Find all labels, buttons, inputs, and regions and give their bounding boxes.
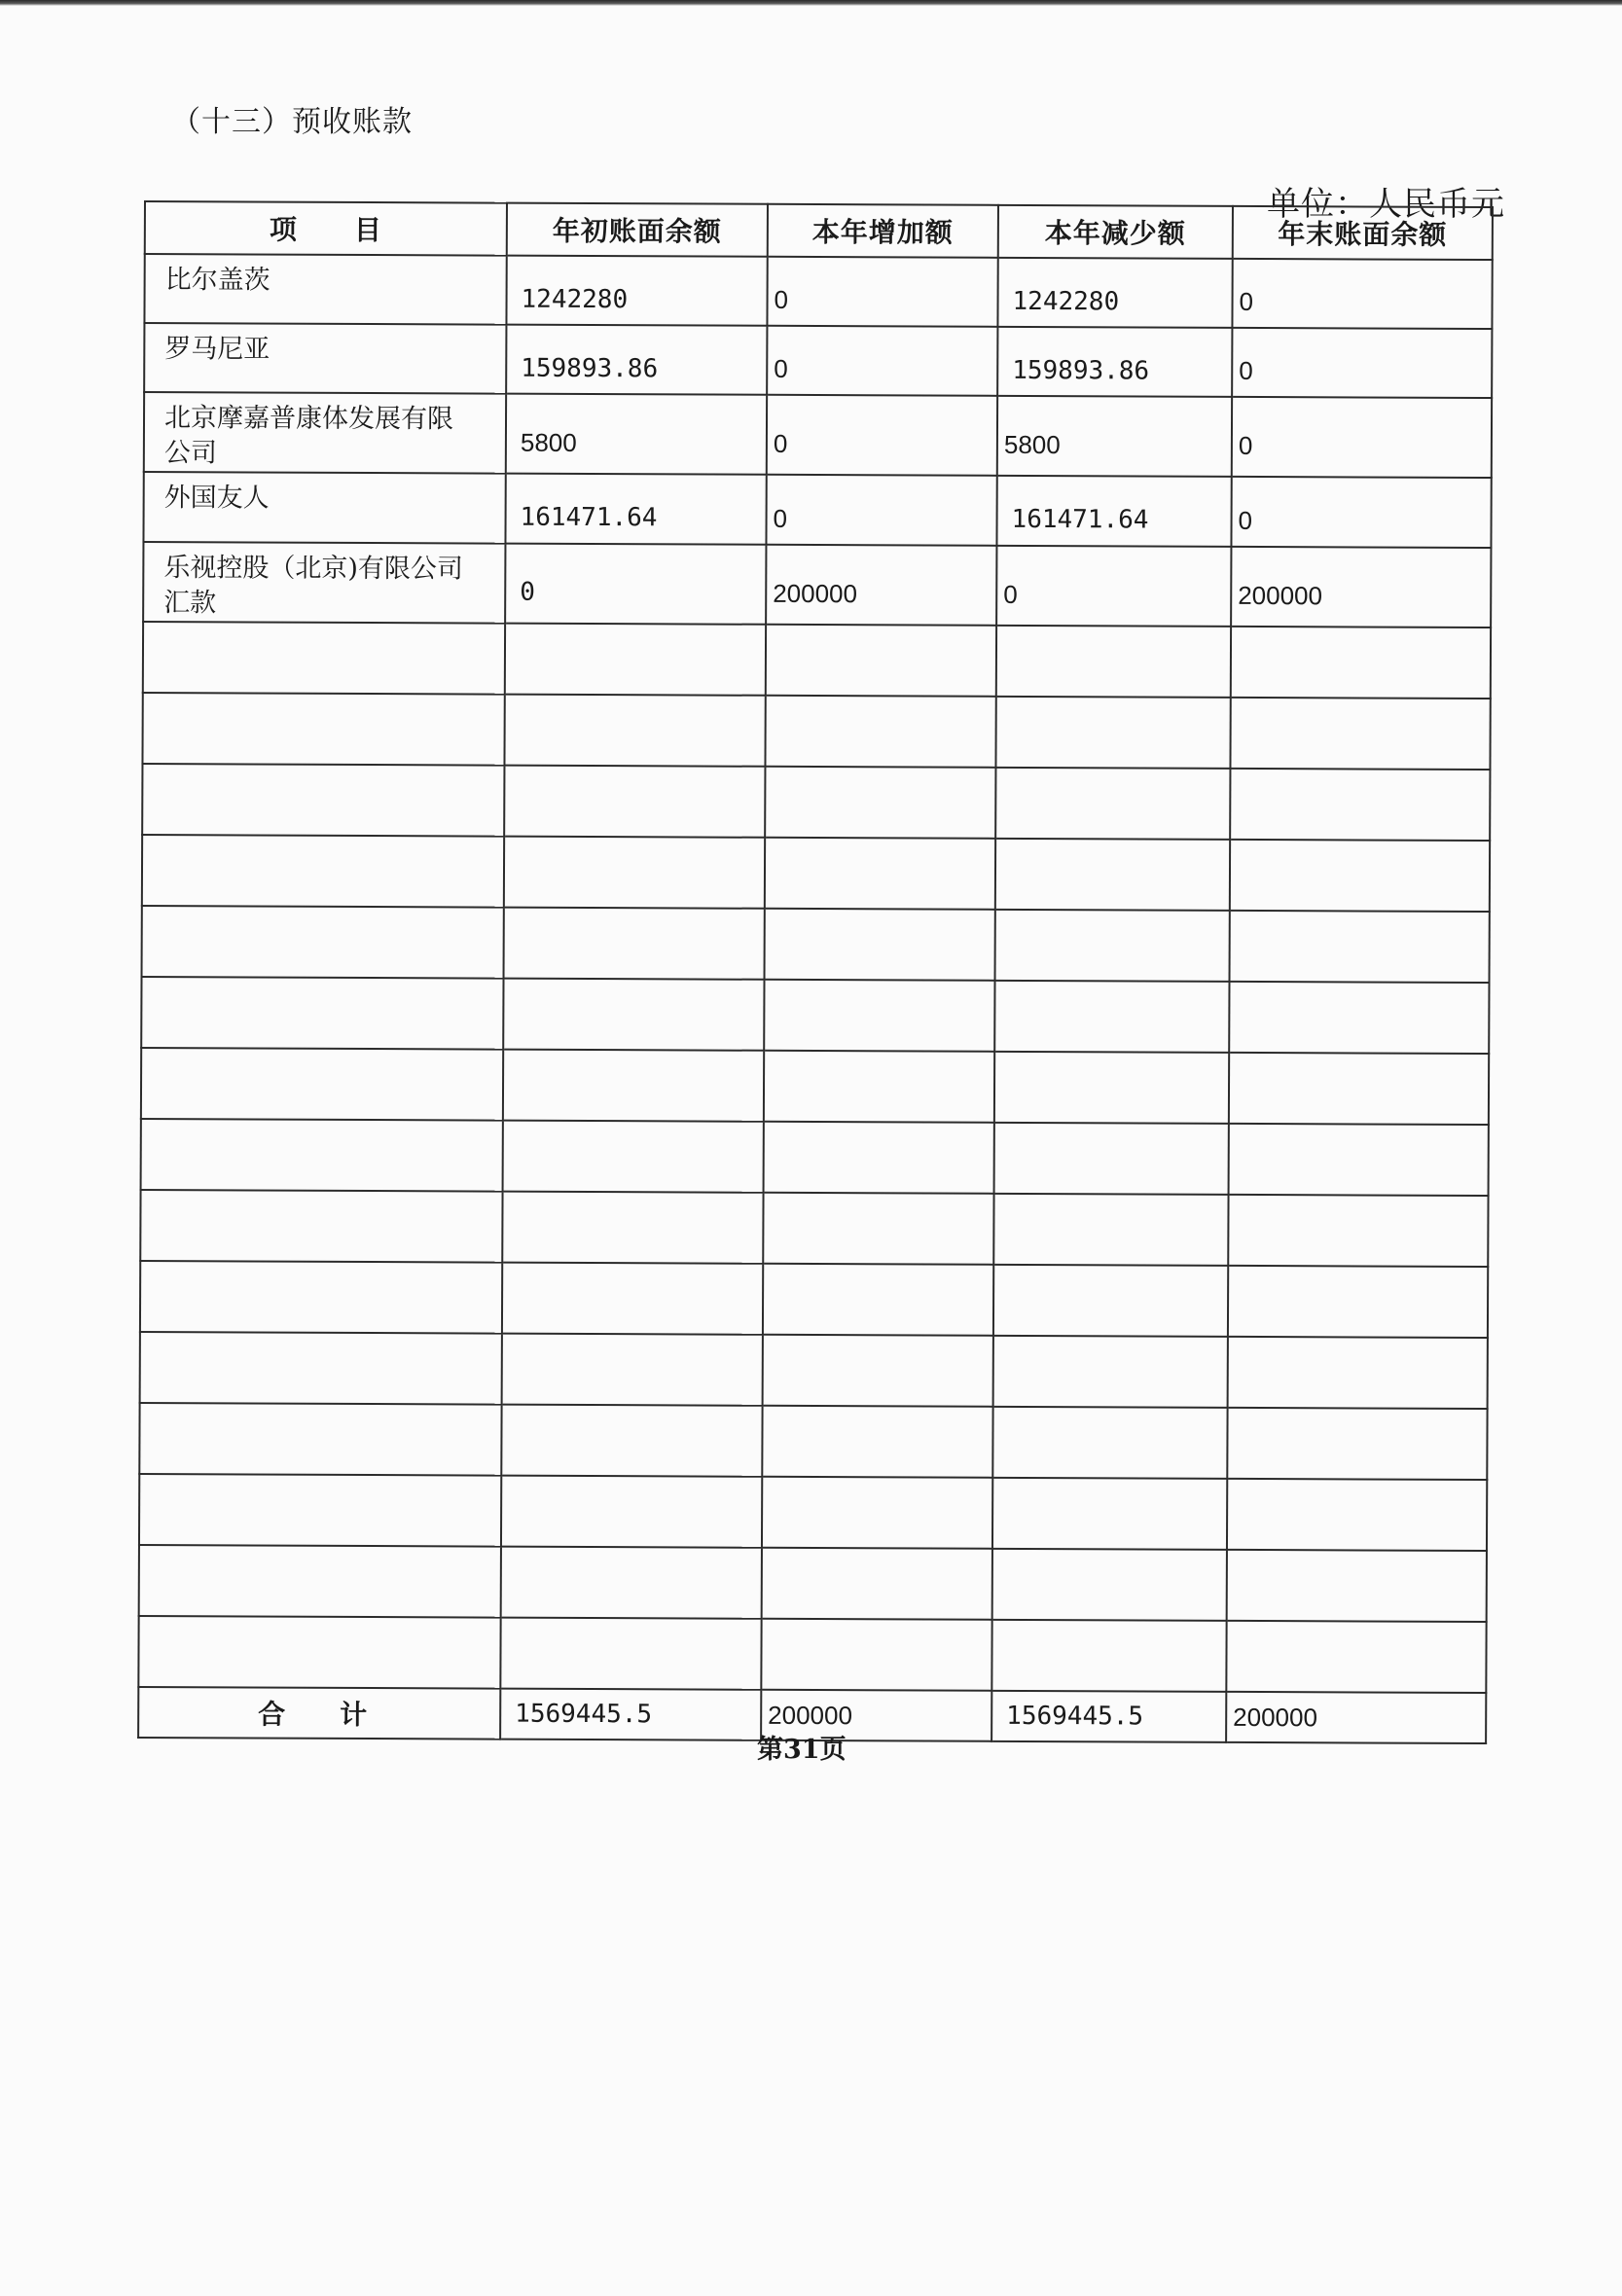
empty-cell xyxy=(1229,1053,1489,1125)
empty-row xyxy=(140,1261,1488,1338)
table-row xyxy=(144,254,1492,329)
advance-receipts-table xyxy=(137,200,1494,1744)
empty-cell xyxy=(503,979,764,1051)
empty-row xyxy=(142,764,1490,841)
empty-cell xyxy=(1228,1337,1488,1409)
empty-cell xyxy=(993,1194,1228,1266)
row-item: 北京摩嘉普康体发展有限公司 xyxy=(144,392,506,474)
empty-cell xyxy=(1230,769,1490,841)
empty-cell xyxy=(1230,698,1490,770)
empty-cell xyxy=(995,697,1230,769)
empty-row xyxy=(141,1048,1489,1125)
empty-cell xyxy=(1229,982,1489,1054)
empty-cell xyxy=(501,1476,762,1548)
empty-cell xyxy=(763,1335,993,1407)
empty-row xyxy=(139,1545,1487,1622)
empty-cell xyxy=(766,625,996,697)
row-closing: 0 xyxy=(1232,397,1492,478)
empty-cell xyxy=(762,1477,992,1549)
row-increase: 0 xyxy=(767,257,997,327)
empty-cell xyxy=(992,1407,1227,1479)
empty-row xyxy=(140,1190,1488,1267)
empty-cell xyxy=(765,696,995,768)
row-increase: 0 xyxy=(767,395,997,476)
empty-cell xyxy=(763,1264,993,1336)
empty-cell xyxy=(1226,1621,1486,1693)
header-row xyxy=(145,201,1493,260)
row-item: 比尔盖茨 xyxy=(144,254,506,325)
total-closing: 200000 xyxy=(1226,1692,1486,1743)
empty-cell xyxy=(994,1052,1229,1124)
empty-row xyxy=(141,1119,1489,1196)
row-opening: 0 xyxy=(505,544,766,625)
empty-cell xyxy=(138,1616,500,1689)
empty-cell xyxy=(143,622,505,695)
row-opening: 161471.64 xyxy=(505,474,766,545)
empty-cell xyxy=(139,1545,501,1618)
empty-cell xyxy=(504,837,765,909)
empty-cell xyxy=(765,767,995,839)
empty-row xyxy=(138,1616,1486,1693)
empty-cell xyxy=(994,1123,1229,1195)
row-decrease: 161471.64 xyxy=(996,476,1231,547)
header-opening-balance: 年初账面余额 xyxy=(507,203,768,257)
total-label: 合 计 xyxy=(138,1687,500,1740)
row-opening: 159893.86 xyxy=(506,325,767,395)
row-increase: 0 xyxy=(767,326,997,396)
empty-cell xyxy=(141,977,503,1050)
total-decrease: 1569445.5 xyxy=(991,1691,1226,1742)
empty-cell xyxy=(139,1474,501,1547)
row-opening: 5800 xyxy=(506,394,767,475)
empty-cell xyxy=(992,1478,1227,1550)
section-title: （十三）预收账款 xyxy=(171,105,413,139)
header-closing-balance: 年末账面余额 xyxy=(1233,206,1493,260)
empty-cell xyxy=(761,1619,991,1691)
empty-cell xyxy=(1227,1479,1487,1551)
empty-cell xyxy=(139,1403,501,1476)
empty-cell xyxy=(1228,1195,1488,1267)
unit-label: 单位：人民币元 xyxy=(1267,185,1505,224)
empty-cell xyxy=(1228,1266,1488,1338)
empty-cell xyxy=(1230,911,1490,983)
empty-cell xyxy=(995,910,1230,982)
empty-cell xyxy=(996,626,1231,698)
row-closing: 0 xyxy=(1231,477,1491,548)
empty-cell xyxy=(763,1193,993,1265)
empty-cell xyxy=(141,1048,503,1121)
page-number: 第31页 xyxy=(757,1735,847,1765)
row-decrease: 0 xyxy=(996,546,1231,627)
empty-cell xyxy=(500,1618,761,1690)
empty-cell xyxy=(1229,1124,1489,1196)
empty-row xyxy=(142,693,1490,770)
row-closing: 200000 xyxy=(1231,547,1491,628)
empty-cell xyxy=(502,1263,763,1335)
row-decrease: 1242280 xyxy=(997,258,1232,328)
empty-cell xyxy=(764,980,994,1052)
empty-cell xyxy=(1227,1408,1487,1480)
empty-cell xyxy=(991,1620,1226,1692)
empty-cell xyxy=(502,1192,763,1264)
empty-cell xyxy=(504,695,765,767)
empty-cell xyxy=(504,908,765,980)
empty-cell xyxy=(142,906,504,979)
empty-cell xyxy=(503,1121,764,1193)
empty-cell xyxy=(764,1051,994,1123)
empty-cell xyxy=(993,1336,1228,1408)
empty-row xyxy=(140,1332,1488,1409)
empty-cell xyxy=(994,981,1229,1053)
row-closing: 0 xyxy=(1232,328,1492,398)
empty-cell xyxy=(1227,1550,1487,1622)
row-decrease: 159893.86 xyxy=(997,327,1232,397)
empty-row xyxy=(142,835,1490,912)
total-increase: 200000 xyxy=(761,1690,991,1741)
empty-cell xyxy=(992,1549,1227,1621)
empty-cell xyxy=(501,1405,762,1477)
empty-cell xyxy=(141,1119,503,1192)
empty-cell xyxy=(502,1334,763,1406)
empty-row xyxy=(139,1474,1487,1551)
empty-cell xyxy=(140,1190,502,1263)
table-row xyxy=(143,472,1491,548)
empty-cell xyxy=(142,693,504,766)
empty-cell xyxy=(995,839,1230,911)
empty-row xyxy=(143,622,1491,699)
empty-cell xyxy=(503,1050,764,1122)
empty-cell xyxy=(505,624,766,696)
row-increase: 0 xyxy=(766,475,996,546)
empty-cell xyxy=(501,1547,762,1619)
total-opening: 1569445.5 xyxy=(500,1689,761,1740)
empty-cell xyxy=(504,766,765,838)
empty-cell xyxy=(140,1332,502,1405)
empty-cell xyxy=(993,1265,1228,1337)
empty-row xyxy=(141,977,1489,1054)
ledger-table-wrapper xyxy=(137,200,1492,1731)
empty-cell xyxy=(140,1261,502,1334)
empty-cell xyxy=(762,1548,992,1620)
row-item: 乐视控股（北京)有限公司汇款 xyxy=(143,542,505,624)
table-row xyxy=(144,323,1492,398)
empty-cell xyxy=(765,838,995,910)
empty-cell xyxy=(142,835,504,908)
row-increase: 200000 xyxy=(766,545,996,626)
row-decrease: 5800 xyxy=(997,396,1232,477)
empty-row xyxy=(142,906,1490,983)
row-item: 外国友人 xyxy=(143,472,505,544)
empty-cell xyxy=(764,1122,994,1194)
row-closing: 0 xyxy=(1232,259,1492,329)
table-row xyxy=(144,392,1492,478)
row-opening: 1242280 xyxy=(506,256,767,326)
empty-cell xyxy=(1230,840,1490,912)
empty-row xyxy=(139,1403,1487,1480)
empty-cell xyxy=(762,1406,992,1478)
empty-cell xyxy=(765,909,995,981)
header-item: 项 目 xyxy=(145,201,507,256)
empty-cell xyxy=(1231,627,1491,699)
empty-cell xyxy=(142,764,504,837)
row-item: 罗马尼亚 xyxy=(144,323,506,394)
table-row xyxy=(143,542,1491,628)
header-decrease: 本年减少额 xyxy=(998,205,1233,259)
header-increase: 本年增加额 xyxy=(768,204,998,258)
scan-top-edge xyxy=(0,0,1622,6)
empty-cell xyxy=(995,768,1230,840)
